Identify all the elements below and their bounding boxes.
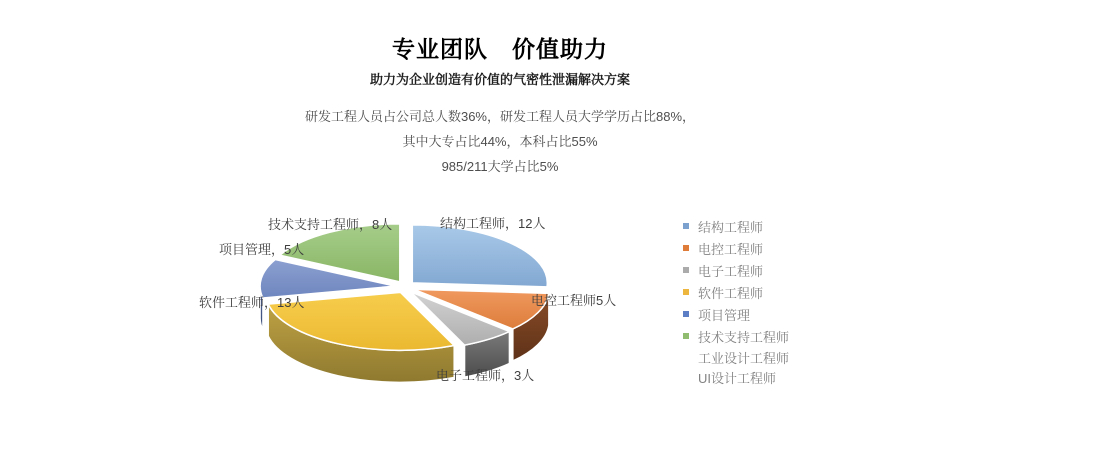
legend-item-label: 电子工程师 <box>698 263 764 279</box>
slice-label-project-mgmt: 项目管理，5人 <box>219 242 305 257</box>
slice-label-elec-control: 电控工程师5人 <box>531 293 617 308</box>
legend-item-label: 项目管理 <box>698 307 751 323</box>
legend-marker-icon <box>683 374 689 380</box>
legend-marker-icon <box>683 223 689 229</box>
page-subtitle: 助力为企业创造有价值的气密性泄漏解决方案 <box>369 72 630 87</box>
slice-label-electronics: 电子工程师，3人 <box>436 368 535 383</box>
legend-item-label: 电控工程师 <box>698 241 764 257</box>
chart-legend <box>683 215 789 387</box>
legend-item-label: UI设计工程师 <box>698 370 777 386</box>
slice-label-tech-support: 技术支持工程师，8人 <box>268 217 393 232</box>
slice-label-structural: 结构工程师，12人 <box>440 216 546 231</box>
legend-marker-icon <box>683 267 689 273</box>
legend-item-label: 工业设计工程师 <box>698 350 790 366</box>
legend-marker-icon <box>683 245 689 251</box>
legend-marker-icon <box>683 333 689 339</box>
legend-item-elec-control <box>683 237 789 259</box>
stats-line-1: 研发工程人员占公司总人数36%，研发工程人员大学学历占比88%， <box>304 109 696 124</box>
slice-label-software: 软件工程师，13人 <box>199 295 305 310</box>
stats-block <box>0 104 1000 179</box>
legend-marker-icon <box>683 354 689 360</box>
legend-item-electronics <box>683 259 789 281</box>
legend-item-label: 软件工程师 <box>698 285 764 301</box>
stats-line-3: 985/211大学占比5% <box>441 159 559 174</box>
legend-marker-icon <box>683 289 689 295</box>
legend-item-project-mgmt <box>683 303 789 325</box>
legend-item-label: 技术支持工程师 <box>698 329 790 345</box>
legend-item-structural <box>683 215 789 237</box>
legend-item-tech-support <box>683 325 789 347</box>
page-title: 专业团队 价值助力 <box>392 36 608 62</box>
legend-marker-icon <box>683 311 689 317</box>
legend-item-ui-design <box>683 367 789 387</box>
legend-item-software <box>683 281 789 303</box>
stats-line-2: 其中大专占比44%，本科占比55% <box>402 134 598 149</box>
legend-item-label: 结构工程师 <box>698 219 764 235</box>
legend-item-industrial-design <box>683 347 789 367</box>
